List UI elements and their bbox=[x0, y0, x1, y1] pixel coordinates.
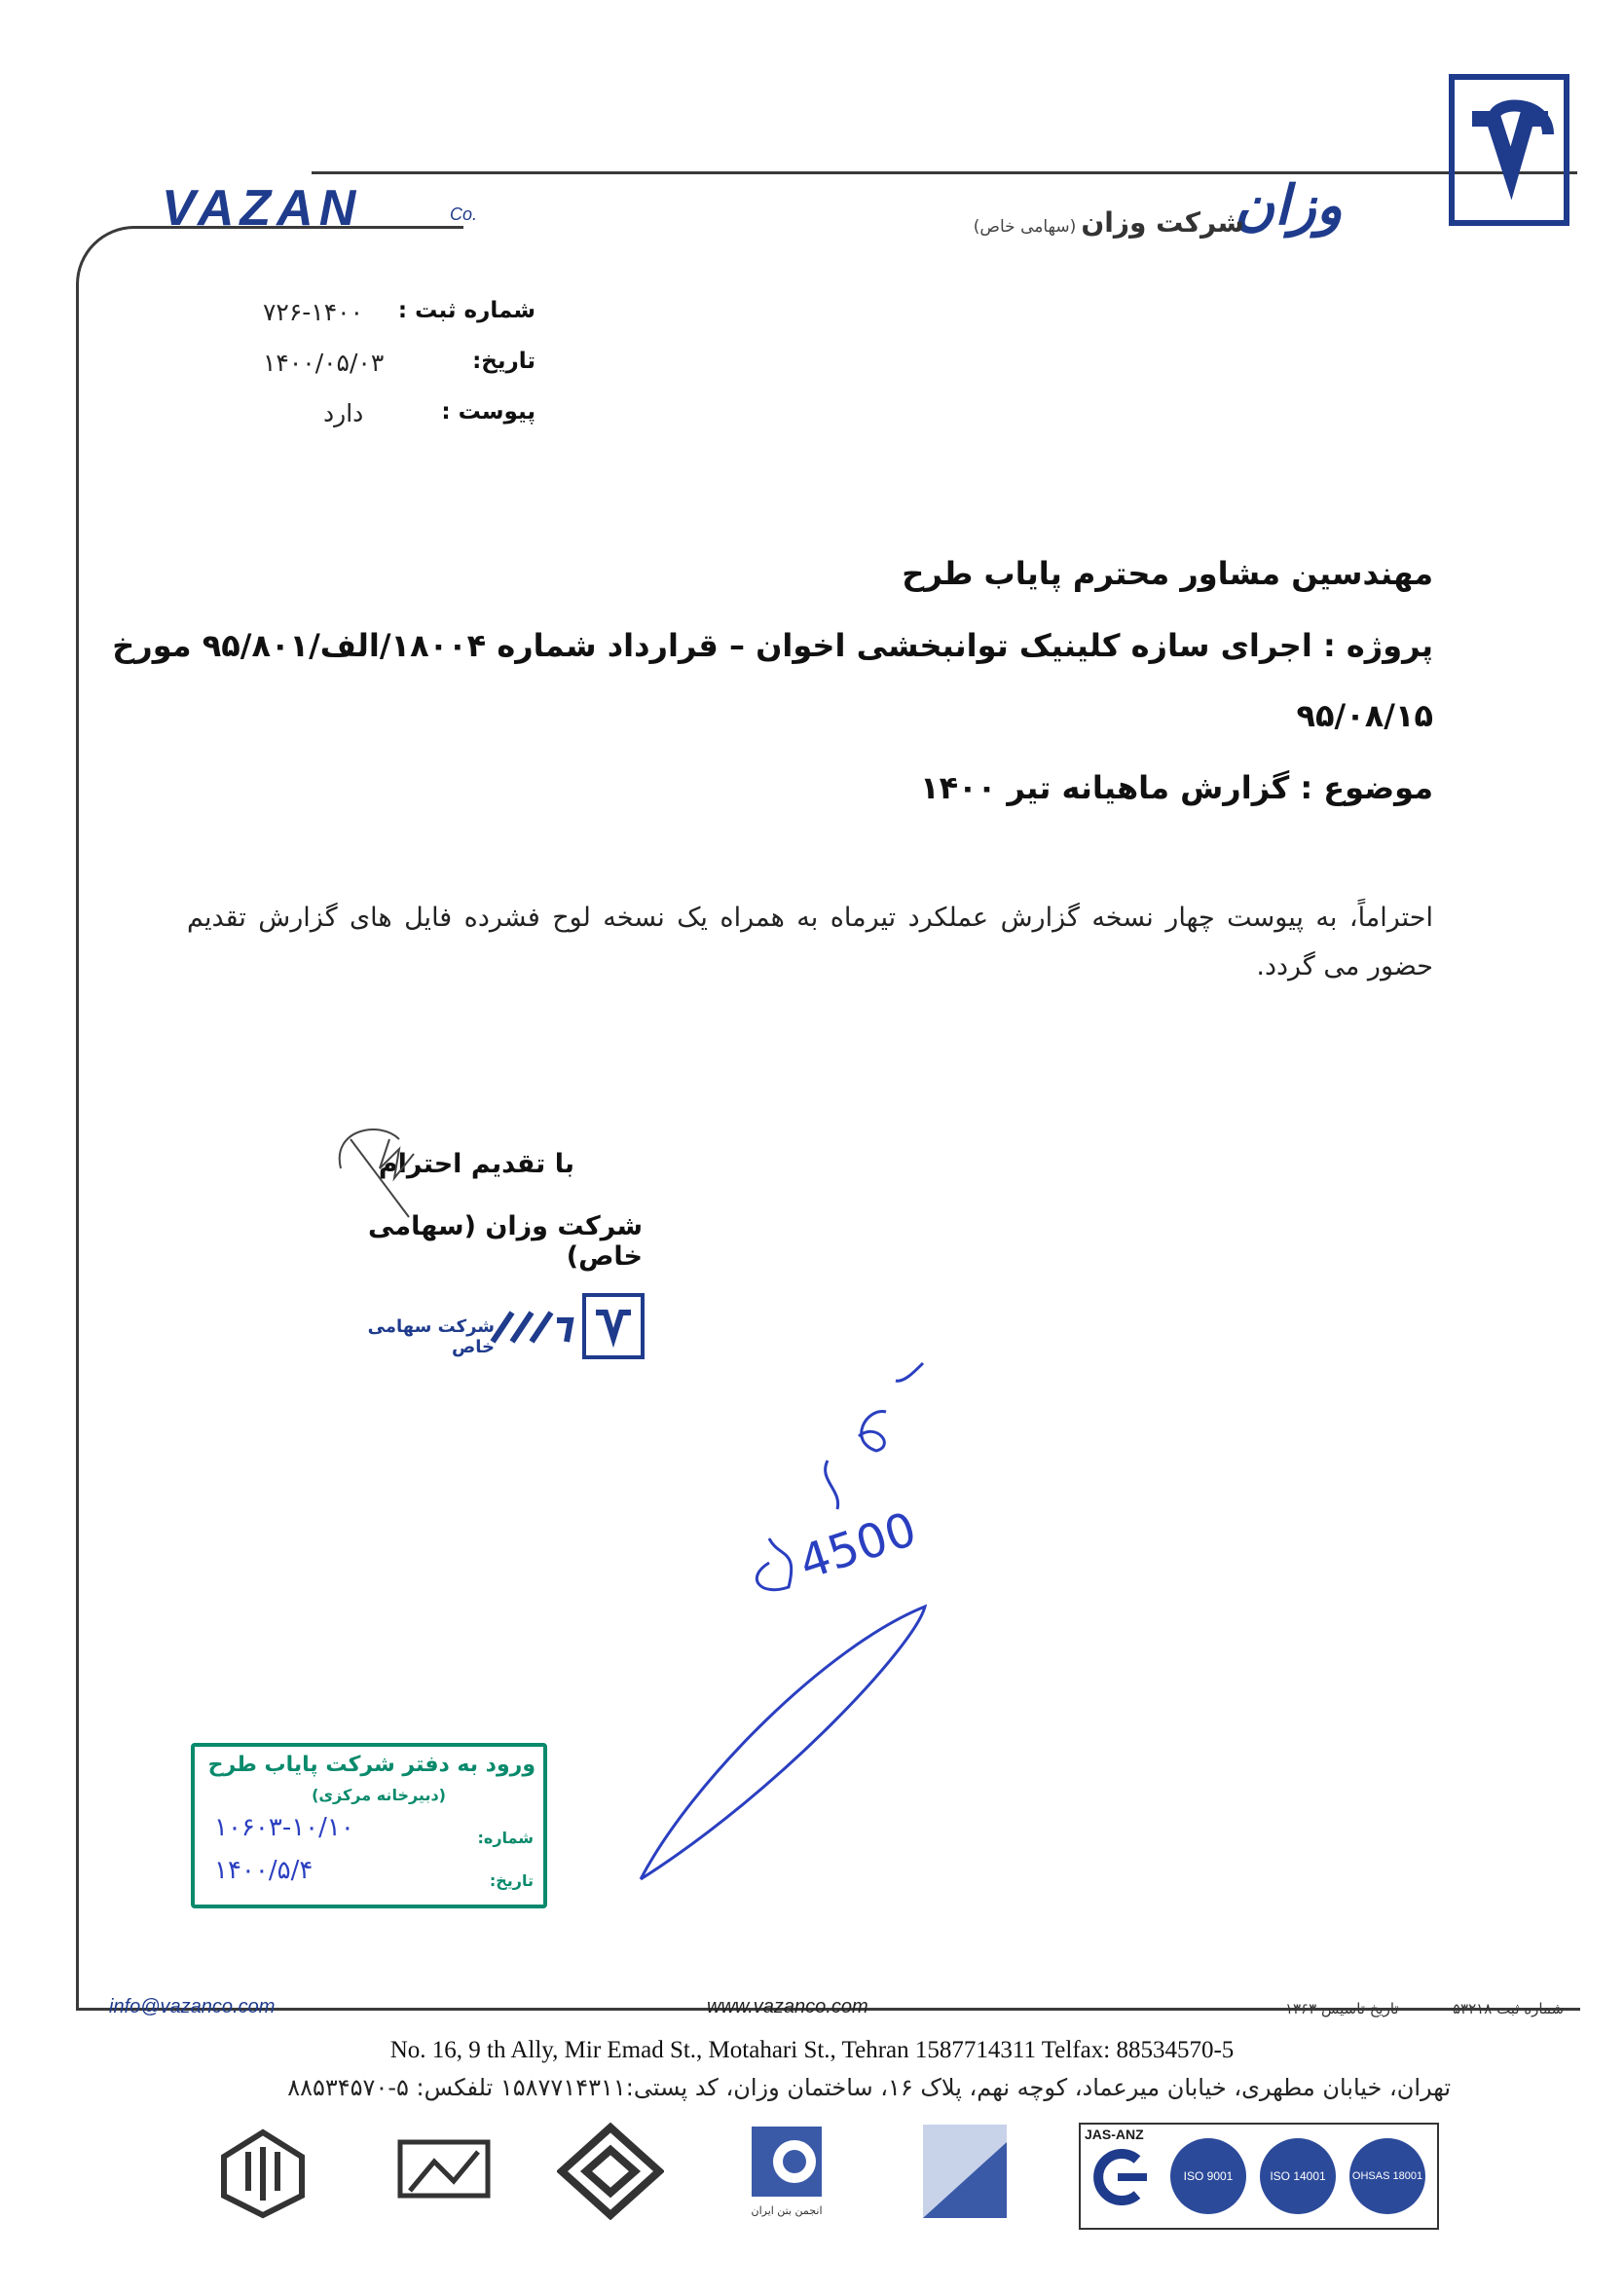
project-line-2: ۹۵/۰۸/۱۵ bbox=[1296, 697, 1433, 734]
date-label: تاریخ: bbox=[472, 349, 535, 374]
addressee: مهندسین مشاور محترم پایاب طرح bbox=[902, 555, 1433, 592]
vazan-fa-wordmark: وزان bbox=[1235, 174, 1343, 236]
concrete-association-icon bbox=[748, 2123, 826, 2201]
receipt-stamp-subtitle: (دبیرخانه مرکزی) bbox=[312, 1786, 446, 1804]
ohsas-badge: OHSAS 18001 bbox=[1349, 2138, 1425, 2214]
handwritten-note bbox=[633, 1353, 983, 1889]
address-english: No. 16, 9 th Ally, Mir Emad St., Motahari St., Tehran 1587714311 Telfax: 88534570-5 bbox=[389, 2037, 1235, 2063]
meta-block bbox=[263, 298, 535, 450]
company-seal-text: شرکت سهامی خاص bbox=[367, 1316, 495, 1357]
receipt-stamp bbox=[191, 1743, 547, 1908]
jas-anz-icon bbox=[1089, 2148, 1153, 2206]
vazan-latin-logo: VAZAN bbox=[162, 180, 362, 237]
iso-certification-panel bbox=[1079, 2123, 1439, 2230]
closing-line: با تقدیم احترام bbox=[378, 1149, 574, 1179]
receipt-number-value: ۱۰۶۰۳-۱۰/۱۰ bbox=[214, 1813, 354, 1842]
association-logo-3-icon bbox=[557, 2123, 664, 2239]
building-association-logo-icon bbox=[921, 2123, 1009, 2230]
header-rule bbox=[312, 171, 1577, 174]
concrete-association-caption: انجمن بتن ایران bbox=[751, 2204, 823, 2217]
letter-body: احتراماً، به پیوست چهار نسخه گزارش عملکرد تیرماه به همراه یک نسخه لوح فشرده فایل های گزارش تقدیم حضور می گردد. bbox=[187, 903, 1433, 981]
address-farsi: تهران، خیابان مطهری، خیابان میرعماد، کوچه نهم، پلاک ۱۶، ساختمان وزان، کد پستی:۱۵۸۷۷۱۴۳۱۱ تلفکس: ۵-۸۸۵۳۴۵۷۰ bbox=[287, 2074, 1451, 2101]
association-logo-2-icon bbox=[395, 2123, 493, 2239]
receipt-date-value: ۱۴۰۰/۵/۴ bbox=[214, 1856, 314, 1885]
company-type-fa: (سهامی خاص) bbox=[973, 217, 1077, 237]
receipt-number-label: شماره: bbox=[477, 1829, 534, 1847]
reg-label: شماره ثبت : bbox=[397, 298, 535, 323]
vazan-logo-icon bbox=[1449, 74, 1569, 226]
date-value: ۱۴۰۰/۰۵/۰۳ bbox=[263, 349, 385, 377]
company-name-header bbox=[952, 206, 1244, 239]
vazan-co-label: Co. bbox=[450, 204, 478, 224]
footer-email[interactable]: info@vazanco.com bbox=[109, 1996, 276, 2017]
jas-anz-label: JAS-ANZ bbox=[1085, 2127, 1144, 2142]
footer-website[interactable]: www.vazanco.com bbox=[707, 1996, 868, 2017]
company-seal bbox=[366, 1291, 648, 1361]
receipt-stamp-title: ورود به دفتر شرکت پایاب طرح bbox=[207, 1753, 535, 1777]
concrete-association-logo bbox=[748, 2123, 835, 2239]
receipt-date-label: تاریخ: bbox=[489, 1871, 534, 1890]
signatory-line: شرکت وزان (سهامی خاص) bbox=[368, 1211, 643, 1272]
project-line-1: پروژه : اجرای سازه کلینیک توانبخشی اخوان – قرارداد شماره ۱۸۰۰۴/الف/۹۵/۸۰۱ مورخ bbox=[112, 627, 1433, 664]
footer-founded: تاریخ تاسیس ۱۳۶۳ bbox=[1285, 2000, 1399, 2017]
company-name-fa: شرکت وزان bbox=[1081, 206, 1244, 239]
frame-corner bbox=[76, 226, 137, 287]
frame-left-rule bbox=[76, 282, 79, 2008]
iso-14001-badge: ISO 14001 bbox=[1260, 2138, 1336, 2214]
attach-label: پیوست : bbox=[441, 399, 535, 425]
signature-mark bbox=[321, 1110, 428, 1227]
handwritten-number: 4500 bbox=[793, 1501, 923, 1591]
footer-registration: شماره ثبت ۵۳۲۱۸ bbox=[1453, 2000, 1565, 2017]
reg-value: ۷۲۶-۱۴۰۰ bbox=[263, 298, 364, 326]
association-logo-1-icon bbox=[214, 2123, 312, 2239]
subject-line: موضوع : گزارش ماهیانه تیر ۱۴۰۰ bbox=[920, 769, 1433, 806]
iso-9001-badge: ISO 9001 bbox=[1170, 2138, 1246, 2214]
attach-value: دارد bbox=[323, 399, 364, 427]
